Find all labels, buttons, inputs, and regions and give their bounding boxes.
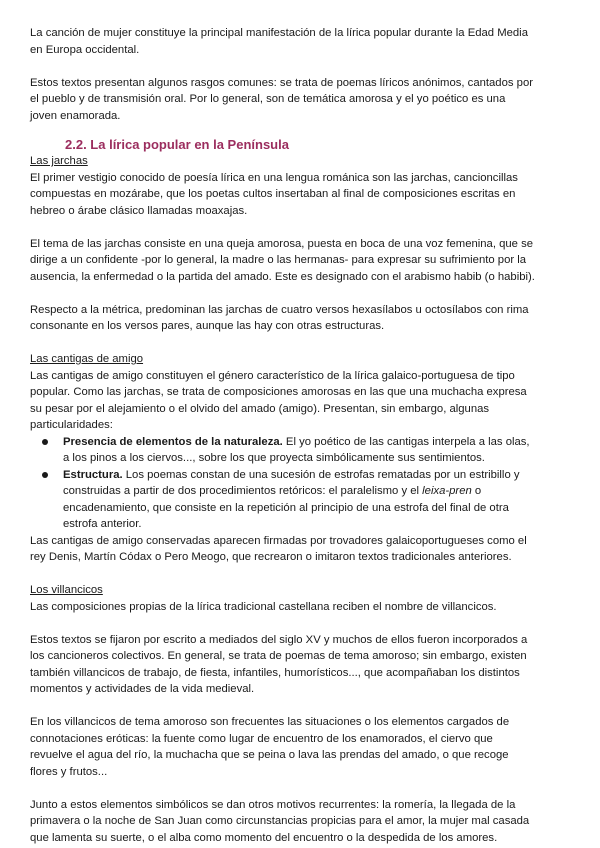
list-item [63, 467, 535, 533]
section-heading: 2.2. La lírica popular en la Península [65, 137, 289, 152]
list-item [63, 434, 535, 467]
cantigas-list [30, 434, 535, 533]
villancicos-paragraph-2: Estos textos se fijaron por escrito a mediados del siglo XV y muchos de ellos fueron incorporados a los cancioneros colectivos. En general, se trata de poemas de tema amoroso; sin embargo, existen también villancicos de trabajo, de fiesta, infantiles, humorísticos..., que acompañaban los distintos momentos y actividades de la vida medieval. [30, 633, 528, 695]
intro-paragraph-1: La canción de mujer constituye la principal manifestación de la lírica popular durante la Edad Media en Europa occidental. [30, 27, 528, 56]
jarchas-paragraph-1: El primer vestigio conocido de poesía lírica en una lengua románica son las jarchas, cancioncillas compuestas en mozárabe, que los poetas cultos insertaban al final de composiciones escritas en hebreo o árabe clásico llamadas moaxajas. [30, 171, 518, 217]
bullet-1-text: El yo poético de las cantigas interpela a las olas, a los pinos a los ciervos..., sobre los que proyecta simbólicamente sus sentimientos. [63, 435, 530, 464]
villancicos-paragraph-1: Las composiciones propias de la lírica tradicional castellana reciben el nombre de villancicos. [30, 600, 497, 613]
jarchas-paragraph-2: El tema de las jarchas consiste en una queja amorosa, puesta en boca de una voz femenina, que se dirige a un confidente -por lo general, la madre o las hermanas- para expresar su sufrimiento por la ausencia, la enfermedad o la partida del amado. Este es designado con el arabismo habib (o habibi). [30, 237, 535, 283]
bullet-2-bold: Estructura. [63, 468, 123, 481]
jarchas-subheading: Las jarchas [30, 155, 88, 167]
bullet-2-italic: leixa-pren [422, 485, 472, 497]
villancicos-subheading: Los villancicos [30, 584, 103, 596]
cantigas-paragraph-1: Las cantigas de amigo constituyen el género característico de la lírica galaico-portuguesa de tipo popular. Como las jarchas, se trata de composiciones amorosas en las que una muchacha expresa su pesar por el alejamiento o el olvido del amado (amigo). Presentan, sin embargo, algunas particularidades: [30, 369, 527, 431]
intro-paragraph-2: Estos textos presentan algunos rasgos comunes: se trata de poemas líricos anónimos, cantados por el pueblo y de transmisión oral. Por lo general, son de temática amorosa y el yo poético es una joven enamorada. [30, 76, 533, 122]
jarchas-paragraph-3: Respecto a la métrica, predominan las jarchas de cuatro versos hexasílabos u octosílabos con rima consonante en los versos pares, aunque las hay con otras estructuras. [30, 303, 529, 332]
villancicos-paragraph-4: Junto a estos elementos simbólicos se dan otros motivos recurrentes: la romería, la llegada de la primavera o la noche de San Juan como circunstancias propicias para el amor, la mujer mal casada que lamenta su suerte, o el alba como momento del encuentro o la despedida de los amores. [30, 798, 530, 844]
cantigas-paragraph-2: Las cantigas de amigo conservadas aparecen firmadas por trovadores galaicoportugueses como el rey Denis, Martín Códax o Pero Meogo, que recrearon o imitaron textos tradicionales anteriores. [30, 534, 527, 563]
bullet-2-text-b: o encadenamiento, que consiste en la repetición al principio de una estrofa del final de otra estrofa anterior. [63, 485, 509, 530]
bullet-1-bold: Presencia de elementos de la naturaleza. [63, 435, 283, 448]
bullet-2-text-a: Los poemas constan de una sucesión de estrofas rematadas por un estribillo y construidas a partir de dos procedimientos retóricos: el paralelismo y el [63, 468, 520, 497]
document-page [30, 25, 535, 846]
villancicos-paragraph-3: En los villancicos de tema amoroso son frecuentes las situaciones o los elementos cargados de connotaciones eróticas: la fuente como lugar de encuentro de los enamorados, el ciervo que revuelve el agua del río, la muchacha que se peina o lava las prendas del amado, o que recoge flores y frutos... [30, 716, 510, 778]
cantigas-subheading: Las cantigas de amigo [30, 353, 144, 365]
